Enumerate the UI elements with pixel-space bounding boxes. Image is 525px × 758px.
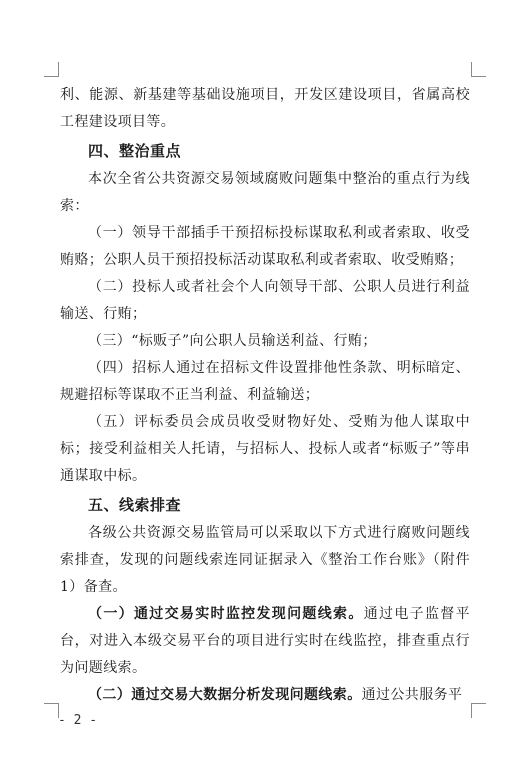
paragraph-item-3: （三）“标贩子”向公职人员输送利益、行贿； xyxy=(88,333,377,349)
section-heading-5: 五、线索排查 xyxy=(88,496,182,514)
crop-mark-top-left xyxy=(44,62,59,77)
section-heading-4: 四、整治重点 xyxy=(88,142,182,160)
bold-lead: （二）通过交易大数据分析发现问题线索。 xyxy=(88,687,362,703)
bold-lead: （一）通过交易实时监控发现问题线索。 xyxy=(88,606,364,622)
paragraph-item-2: （二）投标人或者社会个人向领导干部、公职人员进行利益输送、行贿； xyxy=(60,279,470,322)
paragraph-method-2 xyxy=(60,682,470,709)
paragraph-item-4: （四）招标人通过在招标文件设置排他性条款、明标暗定、规避招标等谋取不正当利益、利益输送； xyxy=(60,360,470,403)
paragraph: 各级公共资源交易监管局可以采取以下方式进行腐败问题线索排查，发现的问题线索连同证据录入《整治工作台账》（附件1）备查。 xyxy=(60,525,470,595)
paragraph-text: 通过电子监督平台，对进入本级交易平台的项目进行实时在线监控，排查重点行为问题线索。 xyxy=(60,606,470,676)
paragraph-item-1: （一）领导干部插手干预招标投标谋取私利或者索取、收受贿赂；公职人员干预招投标活动谋取私利或者索取、收受贿赂； xyxy=(60,225,470,268)
paragraph: 本次全省公共资源交易领域腐败问题集中整治的重点行为线索： xyxy=(60,171,470,214)
crop-mark-bottom-left xyxy=(44,703,59,718)
paragraph-item-5: （五）评标委员会成员收受财物好处、受贿为他人谋取中标；接受利益相关人托请，与招标人、投标人或者“标贩子”等串通谋取中标。 xyxy=(60,414,470,484)
page-number: - 2 - xyxy=(58,713,98,728)
paragraph-text: 通过公共服务平 xyxy=(361,687,463,703)
crop-mark-top-right xyxy=(471,62,486,77)
document-body xyxy=(60,82,470,709)
paragraph-continuation: 利、能源、新基建等基础设施项目，开发区建设项目，省属高校工程建设项目等。 xyxy=(60,87,470,130)
crop-mark-bottom-right xyxy=(471,703,486,718)
paragraph-method-1 xyxy=(60,601,470,682)
